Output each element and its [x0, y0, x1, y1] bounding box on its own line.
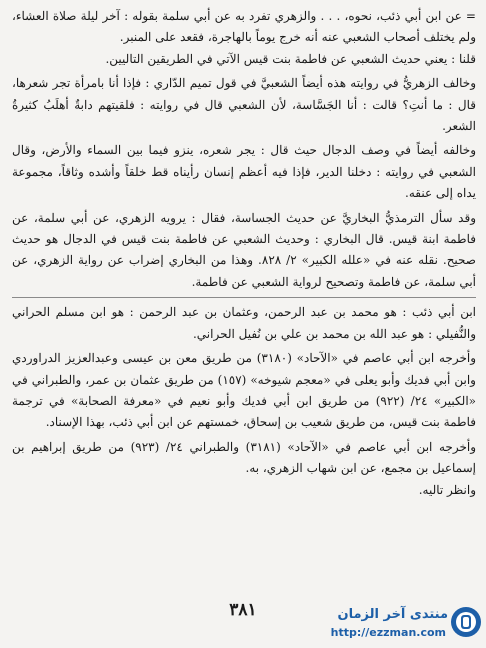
watermark-forum-name: منتدى آخر الزمان: [337, 607, 448, 622]
paragraph-3: وخالف الزهريُّ في روايته هذه أيضاً الشعبيَّ في قول تميم الدّاري : فإذا أنا بامرأة تجر شعرها، قال : ما أنتِ؟ قالت : أنا الجَسَّاسة، لأن الشعبي قال في روايته : فلقيتهم دابةٌ أهلَبُ كثيرةُ الشعر.: [12, 76, 476, 134]
paragraph-5: وقد سأل الترمذيُّ البخاريَّ عن حديث الجساسة، فقال : يرويه الزهري، عن أبي سلمة، عن فاطمة ابنة قيس. قال البخاري : وحديث الشعبي عن فاطمة بنت قيس في الدجال هو حديث صحيح. نقله عنه في «علله الكبير» ٢/ ٨٢٨. وهذا من البخاري إضراب عن رواية الزهري، عن أبي سلمة، عن فاطمة وتصحيح لرواية الشعبي عن فاطمة.: [12, 210, 476, 289]
paragraph-8: وأخرجه ابن أبي عاصم في «الآحاد» (٣١٨١) والطبراني ٢٤/ (٩٢٣) من طريق إبراهيم بن إسماعيل بن مجمع، عن ابن شهاب الزهري، به.: [12, 439, 477, 476]
page-number: ٣٨١: [229, 600, 257, 620]
footnote-text: [12, 6, 476, 501]
paragraph-4: وخالفه أيضاً في وصف الدجال حيث قال : يجر شعره، ينزو فيما بين السماء والأرض، وقال الشعبي في روايته : دخلنا الدير، فإذا فيه أعظم إنسان رأيناه قط خلقاً وأشده وثاقاً، مجموعة يداه إلى عنقه.: [12, 143, 476, 201]
paragraph-6: ابن أبي ذئب : هو محمد بن عبد الرحمن، وعثمان بن عبد الرحمن : هو ابن مسلم الحراني والنُّفيلي : هو عبد الله بن محمد بن علي بن نُفيل الحراني.: [12, 297, 476, 345]
watermark-url[interactable]: http://ezzman.com: [330, 626, 446, 639]
paragraph-1: = عن ابن أبي ذئب، نحوه، . . . والزهري تفرد به عن أبي سلمة بقوله : آخر ليلة صلاة العشاء، ولم يختلف أصحاب الشعبي عنه أنه خرج يوماً بالهاجرة، فقعد على المنبر.: [12, 9, 476, 45]
paragraph-7: وأخرجه ابن أبي عاصم في «الآحاد» (٣١٨٠) من طريق معن بن عيسى وعبدالعزيز الدراوردي وابن أبي فديك وأبو يعلى في «معجم شيوخه» (١٥٧) من طريق عثمان بن عمر، والطبراني في «الكبير» ٢٤/ (٩٢٢) من طريق ابن أبي فديك وأبو نعيم في «معرفة الصحابة» في ترجمة فاطمة بنت قيس، من طريق شعيب بن إسحاق، خمستهم عن ابن أبي ذئب، بهذا الإسناد.: [12, 351, 477, 430]
paragraph-9: وانظر تاليه.: [418, 482, 476, 497]
forum-logo-icon: [450, 606, 482, 638]
paragraph-2: قلنا : يعني حديث الشعبي عن فاطمة بنت قيس الآتي في الطريقين التاليين.: [105, 51, 476, 66]
